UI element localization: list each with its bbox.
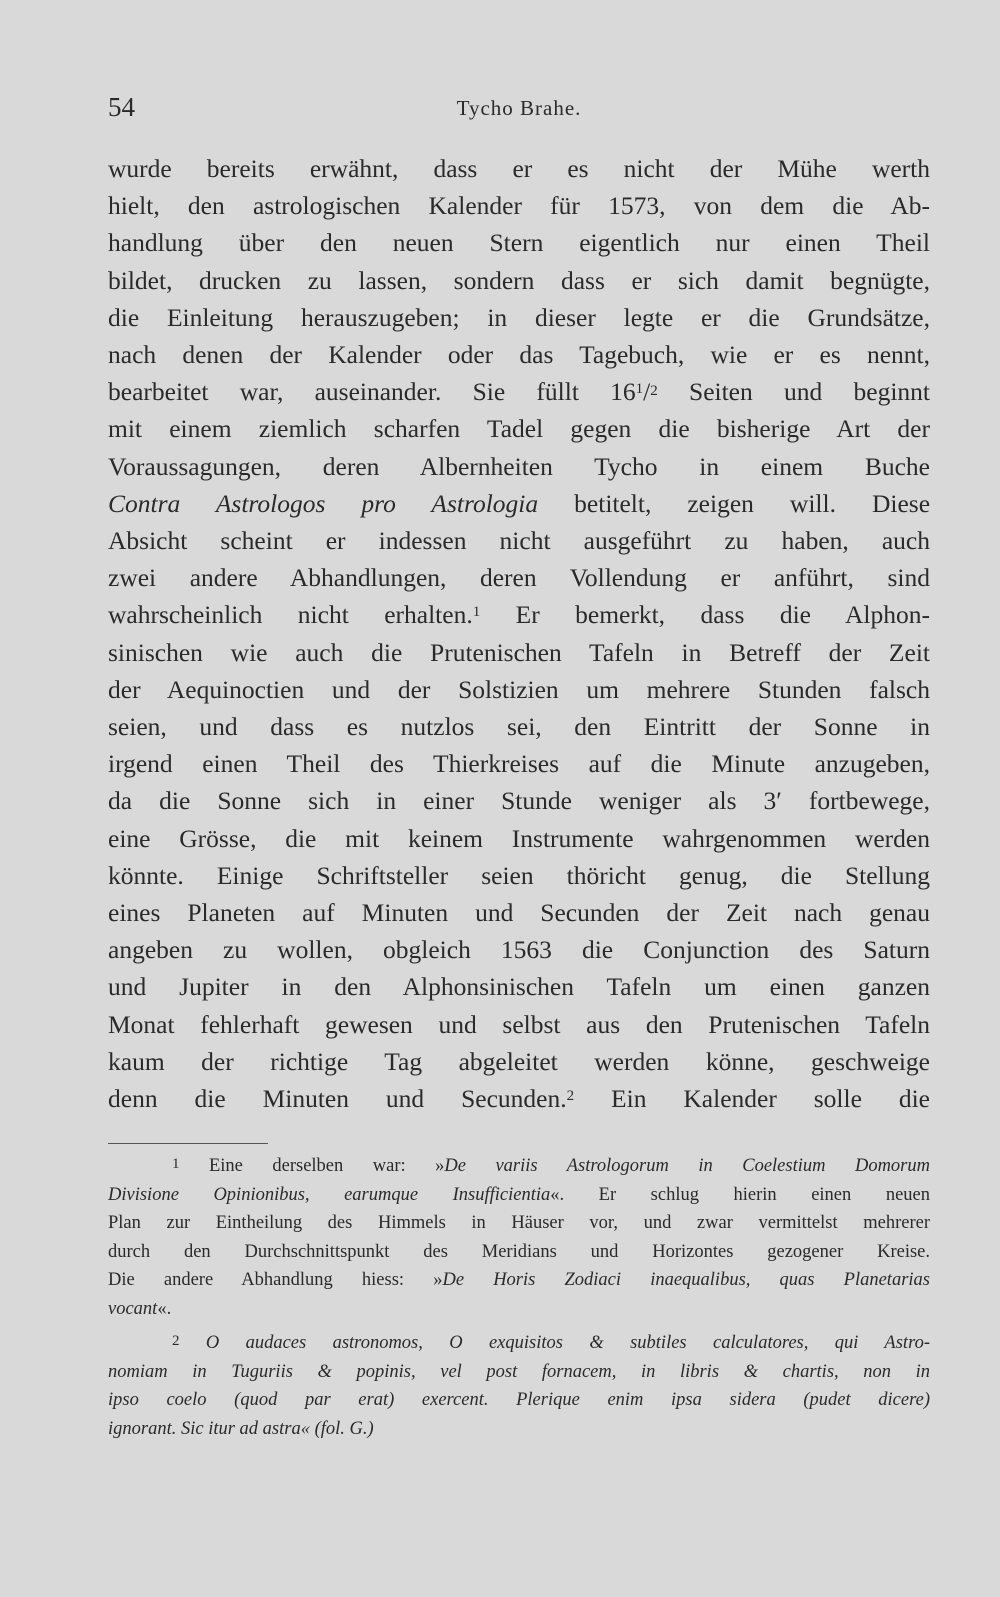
body-line <box>108 1080 930 1117</box>
body-line: bildet, drucken zu lassen, sondern dass er sich damit begnügte, <box>108 265 930 295</box>
body-line: handlung über den neuen Stern eigentlich nur einen Theil <box>108 228 930 258</box>
body-line: wurde bereits erwähnt, dass er es nicht der Mühe werth <box>108 154 930 183</box>
footnote-mark: 1 <box>172 1156 180 1172</box>
body-line: nach denen der Kalender oder das Tagebuch, wie er es nennt, <box>108 340 930 370</box>
text-fragment: betitelt, zeigen will. Diese <box>538 488 931 518</box>
body-line <box>108 373 930 410</box>
footnote-ref[interactable]: 2 <box>566 1088 575 1105</box>
body-line <box>108 596 930 633</box>
body-line: und Jupiter in den Alphonsinischen Tafeln um einen ganzen <box>108 972 930 1002</box>
italic-text: vocant <box>108 1298 158 1319</box>
text-fragment: wahrscheinlich nicht erhalten. <box>108 600 473 630</box>
text-fragment: Eine derselben war: » <box>179 1156 445 1176</box>
italic-text: De Horis Zodiaci inaequalibus, quas Planetarias <box>442 1270 930 1290</box>
page-header <box>108 92 930 132</box>
body-line: eine Grösse, die mit keinem Instrumente wahrgenommen werden <box>108 823 930 853</box>
footnote-line: ipso coelo (quod par erat) exercent. Plerique enim ipsa sidera (pudet dicere) <box>108 1390 930 1410</box>
italic-title: Contra Astrologos pro Astrologia <box>108 488 539 518</box>
body-line: eines Planeten auf Minuten und Secunden der Zeit nach genau <box>108 898 930 928</box>
footnote-line: Plan zur Eintheilung des Himmels in Häuser vor, und zwar vermittelst mehrerer <box>108 1213 930 1233</box>
body-line: seien, und dass es nutzlos sei, den Eintritt der Sonne in <box>108 712 930 742</box>
footnote-line <box>108 1266 930 1295</box>
italic-text: Divisione Opinionibus, earumque Insufficientia <box>108 1184 551 1205</box>
footnotes <box>108 1152 930 1443</box>
footnote-line: ignorant. Sic itur ad astra« (fol. G.) <box>108 1418 374 1439</box>
footnote-line: durch den Durchschnittspunkt des Meridians und Horizontes gezogener Kreise. <box>108 1241 930 1262</box>
text-fragment: «. <box>157 1298 172 1319</box>
footnote-line <box>108 1295 930 1324</box>
text-fragment: bearbeitet war, auseinander. Sie füllt 16 <box>108 377 636 407</box>
body-line: Monat fehlerhaft gewesen und selbst aus den Prutenischen Tafeln <box>108 1009 930 1039</box>
fraction-numerator: 1 <box>635 381 644 398</box>
body-line: die Einleitung herauszugeben; in dieser legte er die Grundsätze, <box>108 302 930 332</box>
text-fragment: Seiten und beginnt <box>657 377 930 407</box>
footnote-ref[interactable]: 1 <box>472 604 481 621</box>
text-fragment: Ein Kalender solle die <box>574 1084 930 1114</box>
body-line: der Aequinoctien und der Solstizien um mehrere Stunden falsch <box>108 674 930 704</box>
body-line: mit einem ziemlich scharfen Tadel gegen die bisherige Art der <box>108 414 930 444</box>
body-line: zwei andere Abhandlungen, deren Vollendung er anführt, sind <box>108 563 930 593</box>
italic-text: O audaces astronomos, O exquisitos & subtiles calculatores, qui Astro- <box>179 1333 930 1353</box>
text-fragment: denn die Minuten und Secunden. <box>108 1084 567 1114</box>
body-line: angeben zu wollen, obgleich 1563 die Conjunction des Saturn <box>108 935 930 965</box>
body-line: da die Sonne sich in einer Stunde weniger als 3′ fortbewege, <box>108 786 930 816</box>
italic-text: De variis Astrologorum in Coelestium Domorum <box>444 1156 930 1176</box>
page-number: 54 <box>108 92 135 122</box>
footnote-line: nomiam in Tuguriis & popinis, vel post fornacem, in libris & chartis, non in <box>108 1361 930 1382</box>
footnote-line <box>108 1152 930 1181</box>
footnote-line <box>108 1329 930 1358</box>
body-line: könnte. Einige Schriftsteller seien thöricht genug, die Stellung <box>108 860 930 890</box>
fraction-slash: / <box>643 377 651 407</box>
body-line: hielt, den astrologischen Kalender für 1573, von dem die Ab- <box>108 191 930 221</box>
footnote-divider <box>108 1143 268 1144</box>
text-fragment: Die andere Abhandlung hiess: » <box>108 1270 443 1290</box>
body-line <box>108 485 930 522</box>
running-title: Tycho Brahe. <box>456 96 582 120</box>
body-line: irgend einen Theil des Thierkreises auf die Minute anzugeben, <box>108 749 930 779</box>
body-line: sinischen wie auch die Prutenischen Tafeln in Betreff der Zeit <box>108 637 930 667</box>
body-line: Voraussagungen, deren Albernheiten Tycho in einem Buche <box>108 451 930 481</box>
text-fragment: «. Er schlug hierin einen neuen <box>550 1184 930 1205</box>
text-fragment: Er bemerkt, dass die Alphon- <box>480 600 930 630</box>
body-text <box>108 150 930 1117</box>
body-line: Absicht scheint er indessen nicht ausgeführt zu haben, auch <box>108 526 930 556</box>
footnote-mark: 2 <box>172 1333 180 1349</box>
fraction-denominator: 2 <box>650 383 658 400</box>
body-line: kaum der richtige Tag abgeleitet werden könne, geschweige <box>108 1046 930 1076</box>
footnote-line <box>108 1181 930 1210</box>
